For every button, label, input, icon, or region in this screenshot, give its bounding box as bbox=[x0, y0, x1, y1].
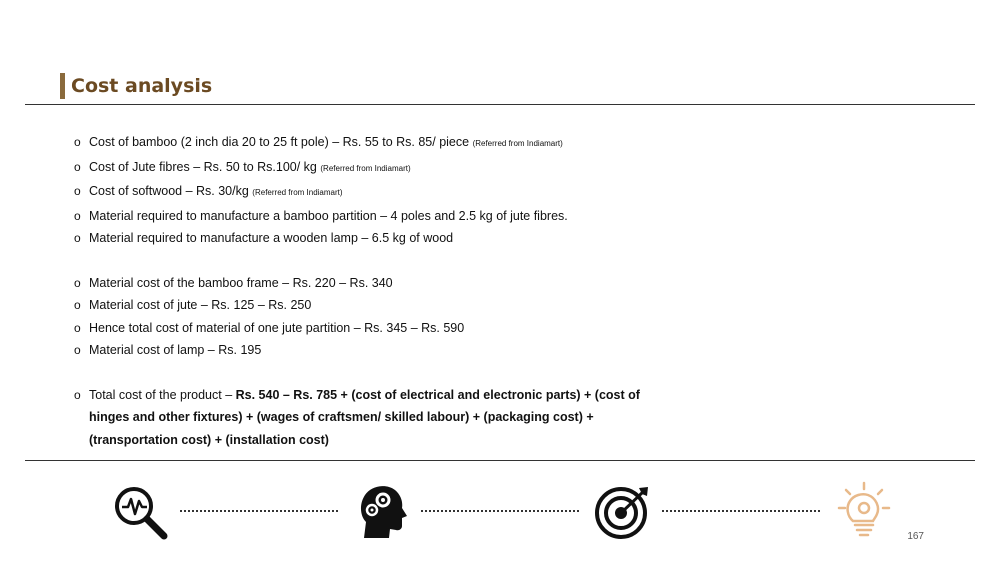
title-accent-bar bbox=[60, 73, 65, 99]
cost-bullet-list bbox=[74, 131, 664, 451]
total-prefix: Total cost of the product – bbox=[89, 387, 236, 402]
bullet-marker: o bbox=[74, 208, 81, 223]
list-item bbox=[74, 205, 664, 228]
list-item bbox=[74, 180, 664, 205]
item-text: Hence total cost of material of one jute partition – Rs. 345 – Rs. 590 bbox=[89, 320, 465, 335]
list-item bbox=[74, 131, 664, 156]
bottom-divider bbox=[25, 460, 975, 461]
bullet-marker: o bbox=[74, 343, 81, 357]
bullet-marker: o bbox=[74, 184, 81, 198]
page-title: Cost analysis bbox=[71, 75, 213, 97]
list-item bbox=[74, 156, 664, 181]
total-cost-item bbox=[74, 384, 664, 452]
list-item bbox=[74, 227, 664, 250]
item-text: Cost of Jute fibres – Rs. 50 to Rs.100/ kg bbox=[89, 159, 317, 174]
list-item bbox=[74, 294, 664, 317]
dotted-connector bbox=[421, 510, 579, 512]
item-text: Material required to manufacture a wooden lamp – 6.5 kg of wood bbox=[89, 231, 454, 245]
bullet-marker: o bbox=[74, 231, 81, 245]
bullet-marker: o bbox=[74, 298, 81, 312]
item-note: (Referred from Indiamart) bbox=[320, 163, 411, 173]
total-formula: Rs. 540 – Rs. 785 + (cost of electrical and electronic parts) + (cost of hinges and other fixtures) + (wages of craftsmen/ skilled labour) + (packaging cost) + (transportation cost) + (installation cost) bbox=[89, 387, 640, 447]
list-item bbox=[74, 272, 664, 295]
top-divider bbox=[25, 104, 975, 105]
analysis-magnifier-icon bbox=[112, 484, 170, 542]
dotted-connector bbox=[180, 510, 338, 512]
item-note: (Referred from Indiamart) bbox=[252, 188, 343, 197]
item-text: Material cost of lamp – Rs. 195 bbox=[89, 343, 262, 357]
dotted-connector bbox=[662, 510, 820, 512]
item-text: Material cost of jute – Rs. 125 – Rs. 250 bbox=[89, 298, 312, 312]
bullet-marker: o bbox=[74, 135, 81, 149]
page-number: 167 bbox=[907, 531, 924, 542]
lightbulb-icon bbox=[836, 481, 892, 541]
list-item bbox=[74, 339, 664, 362]
item-text: Material required to manufacture a bamboo partition – 4 poles and 2.5 kg of jute fibres. bbox=[89, 208, 568, 223]
item-note: (Referred from Indiamart) bbox=[472, 139, 563, 148]
bullet-marker: o bbox=[74, 275, 81, 290]
bullet-marker: o bbox=[74, 320, 81, 335]
list-item bbox=[74, 317, 664, 340]
target-icon bbox=[594, 485, 652, 541]
bullet-marker: o bbox=[74, 387, 81, 402]
item-text: Material cost of the bamboo frame – Rs. 220 – Rs. 340 bbox=[89, 275, 393, 290]
item-text: Cost of bamboo (2 inch dia 20 to 25 ft pole) – Rs. 55 to Rs. 85/ piece bbox=[89, 135, 470, 149]
head-gears-icon bbox=[358, 482, 408, 540]
bullet-marker: o bbox=[74, 159, 81, 174]
item-text: Cost of softwood – Rs. 30/kg bbox=[89, 184, 249, 198]
